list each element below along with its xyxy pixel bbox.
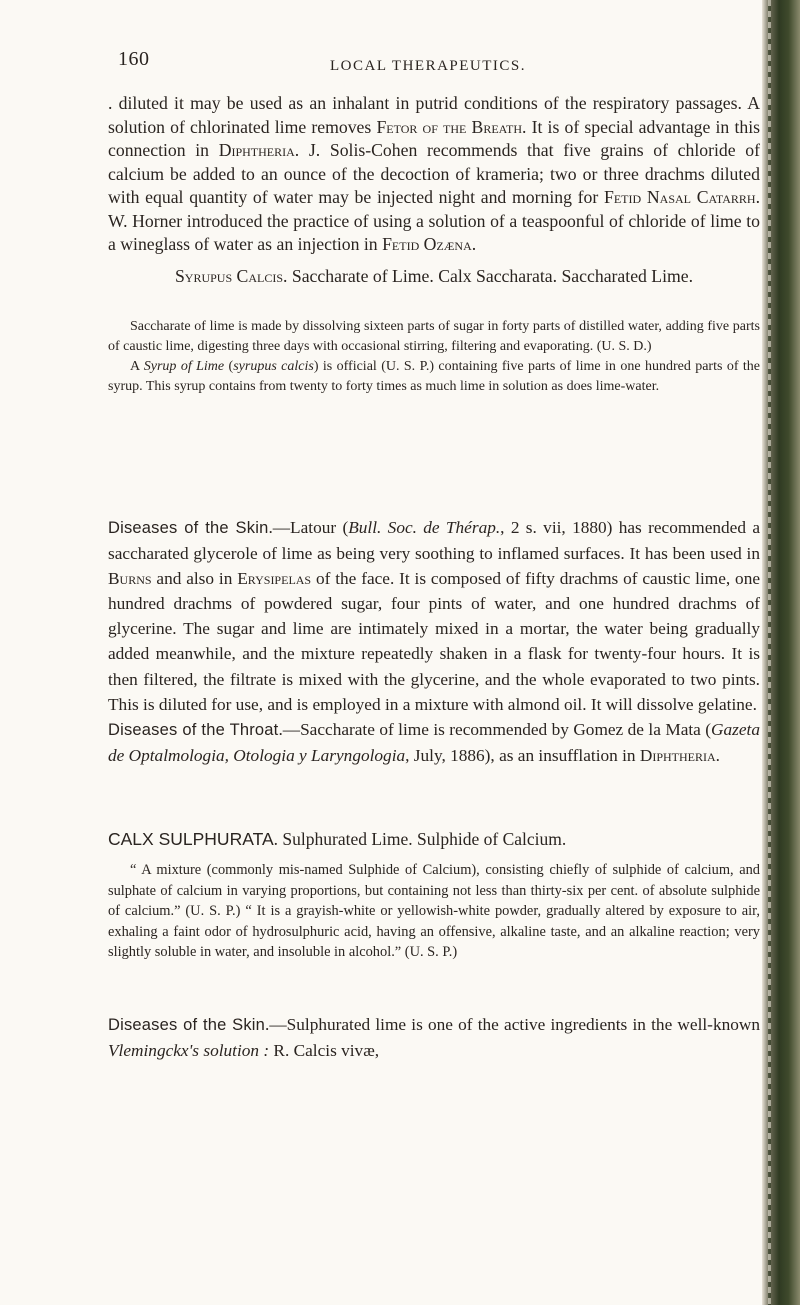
text-run: . <box>715 745 720 765</box>
text-run: . diluted it may be used as an inhalant in putrid conditions of the respiratory passages. A solution of chlorinated lime removes <box>108 93 760 137</box>
term-fetid-nasal-catarrh: Fetid Nasal Catarrh <box>604 187 756 207</box>
skin-heading-2: Diseases of the Skin <box>108 1016 266 1034</box>
italic-text: syrupus calcis <box>233 359 314 374</box>
skin-throat-section <box>108 515 760 768</box>
throat-heading: Diseases of the Throat <box>108 720 279 739</box>
calx-paragraph: “ A mixture (commonly mis-named Sulphide of Calcium), consisting chiefly of sulphide of calcium, and sulphate of calcium in varying proportions, but containing not less than thirty-six per cent. of absolute sulphide of calcium.” (U. S. P.) “ It is a grayish-white or yellowish-white powder, gradually altered by exposure to air, exhaling a faint odor of hydrosulphuric acid, having an offensive, alkaline taste, and an alkaline reaction; very slightly soluble in water, and insoluble in alcohol.” (U. S. P.) <box>108 862 760 960</box>
running-title: LOCAL THERAPEUTICS. <box>330 58 527 74</box>
term-burns: Burns <box>108 569 152 589</box>
term-diphtheria: Diphtheria <box>639 745 716 765</box>
term-diphtheria: Diphtheria <box>218 140 295 160</box>
text-run: . <box>471 234 477 254</box>
intro-paragraph <box>108 92 760 257</box>
syrupus-calcis-heading <box>108 264 760 289</box>
text-run: , July, 1886), as an insufflation in <box>405 745 640 765</box>
text-run: ( <box>224 359 234 374</box>
calx-sulphurata-heading <box>108 829 760 850</box>
text-run: . It is of special advantage in this connection in <box>108 116 760 160</box>
italic-text: Gazeta de Optalmologia, Otologia y Laryngologia <box>108 719 760 765</box>
syrupus-subtitle: . Saccharate of Lime. Calx Saccharata. Saccharated Lime. <box>283 266 694 286</box>
text-run: .—Latour ( <box>268 518 349 537</box>
skin-heading: Diseases of the Skin <box>108 519 269 537</box>
text-run: and also in <box>151 569 238 589</box>
syrupus-title: Syrupus Calcis <box>174 266 284 286</box>
italic-text: Bull. Soc. de Thérap. <box>348 518 501 537</box>
text-run: , 2 s. vii, 1880) has recommended a saccharated glycerole of lime as being very soothing to inflamed surfaces. It has been used in <box>108 518 760 564</box>
italic-text: Vlemingckx's solution : <box>108 1041 270 1060</box>
syrupus-paragraph-1: Saccharate of lime is made by dissolving sixteen parts of sugar in forty parts of distilled water, adding five parts of caustic lime, digesting three days with occasional stirring, filtering and evaporating. (U. S. D.) <box>108 319 760 354</box>
text-run: .—Sulphurated lime is one of the active ingredients in the well-known <box>265 1015 760 1034</box>
italic-text: Syrup of Lime <box>143 359 225 374</box>
text-run: . W. Horner introduced the practice of using a solution of a teaspoonful of chloride of lime to a wineglass of water as an injection in <box>108 187 760 254</box>
term-fetor-breath: Fetor of the Breath <box>376 116 523 137</box>
text-run: R. Calcis vivæ, <box>269 1041 380 1060</box>
calx-subtitle: . Sulphurated Lime. Sulphide of Calcium. <box>273 829 567 849</box>
skin-paragraph-2 <box>108 1012 760 1063</box>
text-run: .—Saccharate of lime is recommended by Gomez de la Mata ( <box>278 719 712 739</box>
book-binding-edge <box>762 0 800 1305</box>
skin-paragraph <box>108 515 760 717</box>
syrupus-paragraph-2 <box>108 357 760 397</box>
term-fetid-ozaena: Fetid Ozæna <box>382 234 472 254</box>
term-erysipelas: Erysipelas <box>237 569 312 589</box>
text-run: . J. Solis-Cohen recommends that five grains of chloride of calcium be added to an ounce of the decoction of krameria; two or three drachms diluted with equal quantity of water may be injected night and morning for <box>108 140 760 207</box>
skin-section-2 <box>108 1012 760 1063</box>
text-run: ) is official (U. S. P.) containing five parts of lime in one hundred parts of the syrup. This syrup contains from twenty to forty times as much lime in solution as does lime-water. <box>108 359 761 394</box>
syrupus-description <box>108 317 760 397</box>
text-run: A <box>130 359 144 374</box>
page-number: 160 <box>118 48 150 70</box>
calx-description <box>108 860 760 963</box>
calx-title: CALX SULPHURATA <box>108 829 274 849</box>
text-run: of the face. It is composed of fifty drachms of caustic lime, one hundred drachms of powdered sugar, four pints of water, and one hundred drachms of glycerine. The sugar and lime are intimately mixed in a mortar, the water being gradually added meanwhile, and the mixture repeatedly shaken in a flask for twenty-four hours. It is then filtered, the filtrate is mixed with the glycerine, and the whole evaporated to two pints. This is diluted for use, and is employed in a mixture with almond oil. It will dissolve gelatine. <box>108 569 761 714</box>
throat-paragraph <box>108 717 760 768</box>
